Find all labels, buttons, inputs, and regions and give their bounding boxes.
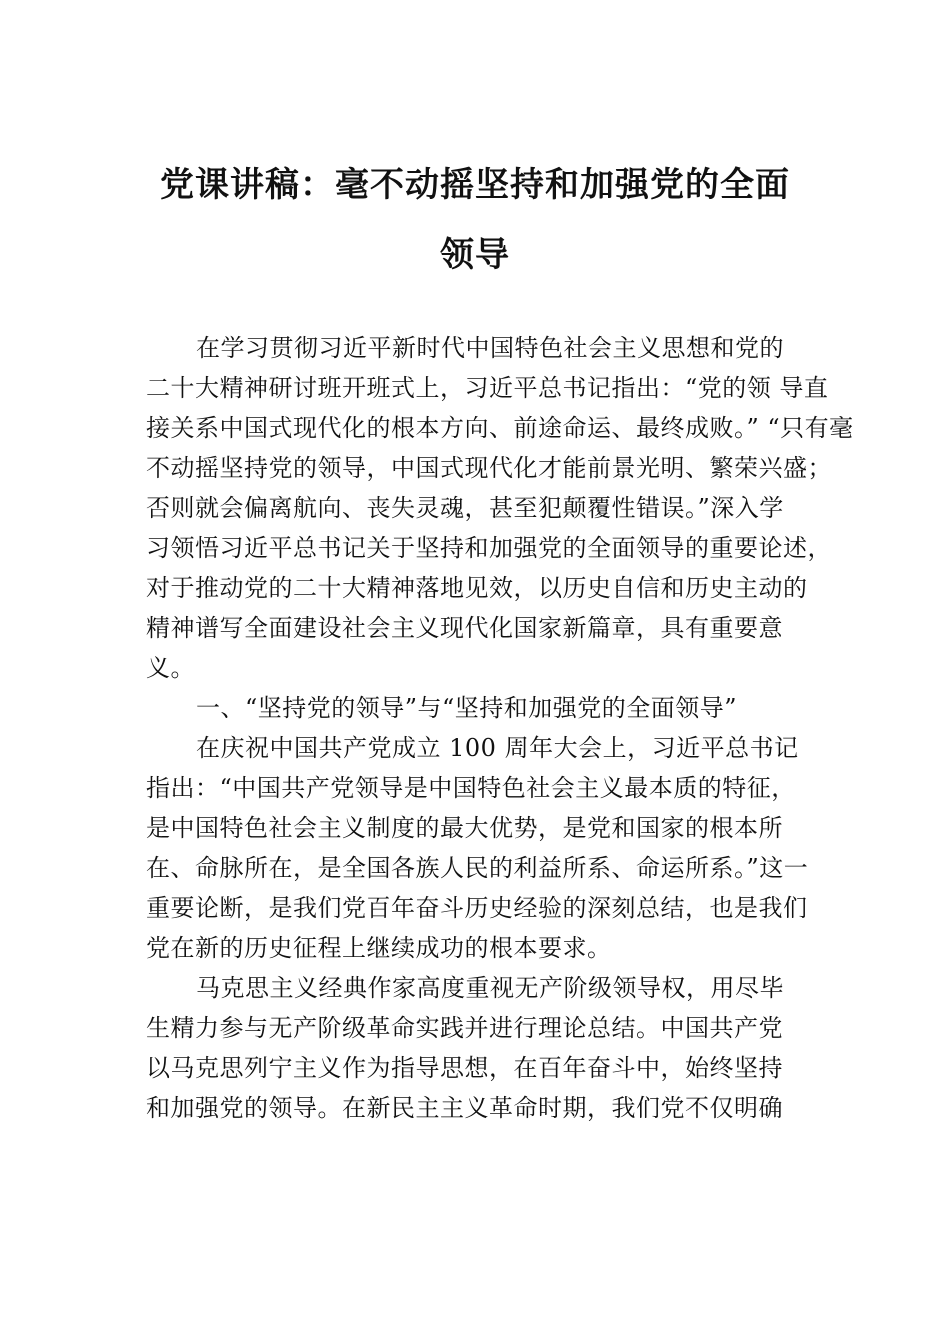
paragraph-line: 习领悟习近平总书记关于坚持和加强党的全面领导的重要论述， xyxy=(146,534,832,562)
paragraph-line: 在、命脉所在，是全国各族人民的利益所系、命运所系。”这一 xyxy=(146,854,809,882)
title-line: 党课讲稿：毫不动摇坚持和加强党的全面 xyxy=(160,165,790,205)
paragraph-line: 是中国特色社会主义制度的最大优势，是党和国家的根本所 xyxy=(146,814,783,842)
paragraph-line: 在庆祝中国共产党成立 100 周年大会上，习近平总书记 xyxy=(196,734,799,762)
paragraph-line: 和加强党的领导。在新民主主义革命时期，我们党不仅明确 xyxy=(146,1094,783,1122)
paragraph-line: 在学习贯彻习近平新时代中国特色社会主义思想和党的 xyxy=(196,334,784,362)
section-heading: 一、“坚持党的领导”与“坚持和加强党的全面领导” xyxy=(196,694,738,722)
paragraph-line: 以马克思列宁主义作为指导思想，在百年奋斗中，始终坚持 xyxy=(146,1054,783,1082)
paragraph-line: 党在新的历史征程上继续成功的根本要求。 xyxy=(146,934,612,962)
document-body xyxy=(146,328,854,1128)
paragraph-line: 马克思主义经典作家高度重视无产阶级领导权，用尽毕 xyxy=(196,974,784,1002)
paragraph-line: 指出：“中国共产党领导是中国特色社会主义最本质的特征， xyxy=(146,774,796,802)
paragraph-line: 否则就会偏离航向、丧失灵魂，甚至犯颠覆性错误。”深入学 xyxy=(146,494,784,522)
paragraph-line: 生精力参与无产阶级革命实践并进行理论总结。中国共产党 xyxy=(146,1014,783,1042)
paragraph-line: 义。 xyxy=(146,654,195,682)
paragraph-line: 精神谱写全面建设社会主义现代化国家新篇章，具有重要意 xyxy=(146,614,783,642)
paragraph-line: 不动摇坚持党的领导，中国式现代化才能前景光明、繁荣兴盛； xyxy=(146,454,832,482)
title-line: 领导 xyxy=(440,235,510,275)
document-title xyxy=(120,150,830,290)
paragraph-line: 二十大精神研讨班开班式上，习近平总书记指出：“党的领 导直 xyxy=(146,374,829,402)
paragraph-line: 接关系中国式现代化的根本方向、前途命运、最终成败。” “只有毫 xyxy=(146,414,854,442)
paragraph-line: 重要论断，是我们党百年奋斗历史经验的深刻总结，也是我们 xyxy=(146,894,808,922)
paragraph-line: 对于推动党的二十大精神落地见效，以历史自信和历史主动的 xyxy=(146,574,808,602)
